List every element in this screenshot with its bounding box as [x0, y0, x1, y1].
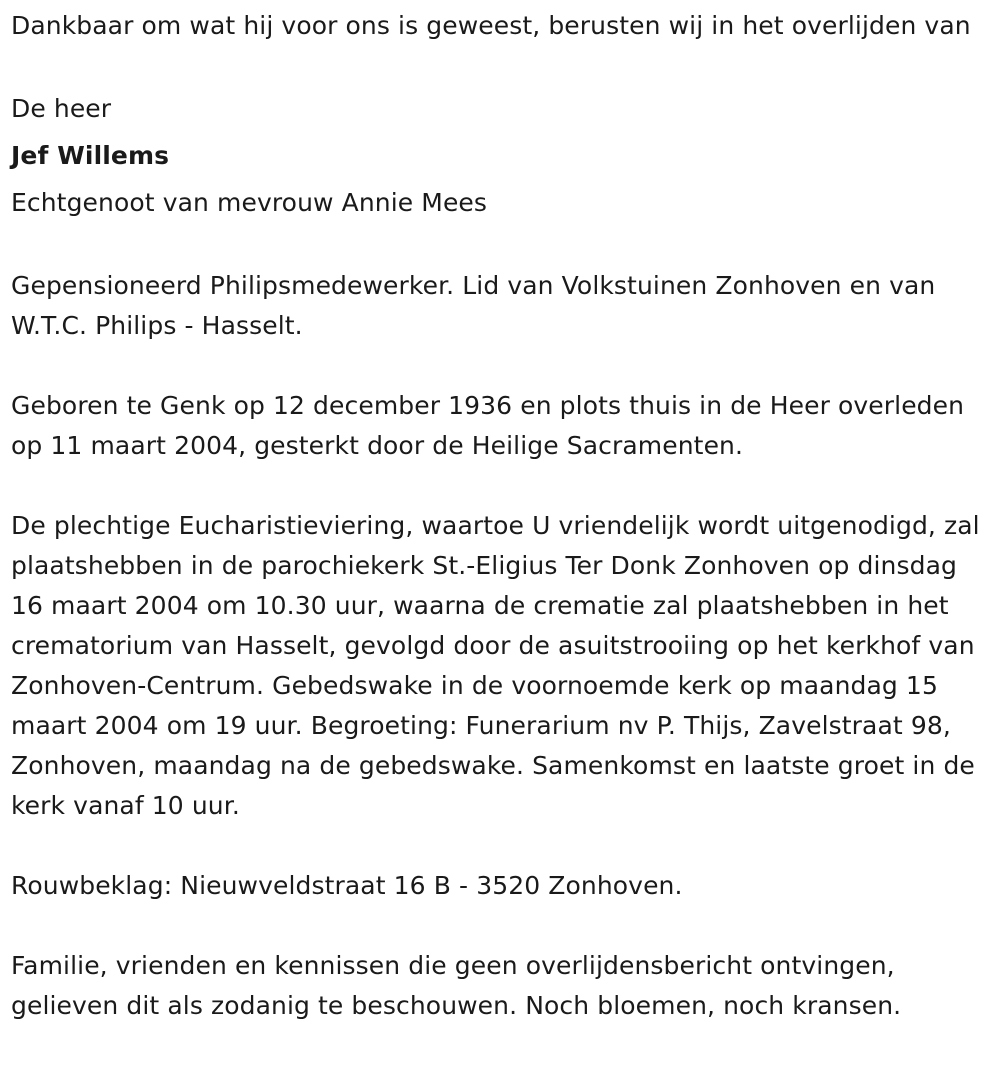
spacer [11, 346, 990, 386]
spacer [11, 227, 990, 266]
intro-paragraph: Dankbaar om wat hij voor ons is geweest, berusten wij in het overlijden van [11, 11, 971, 40]
condolences-paragraph: Rouwbeklag: Nieuwveldstraat 16 B - 3520 Zonhoven. [11, 871, 683, 900]
deceased-name: Jef Willems [11, 141, 170, 170]
salutation: De heer [11, 94, 112, 123]
life-paragraph: Geboren te Genk op 12 december 1936 en plots thuis in de Heer overleden op 11 maart 2004, gesterkt door de Heilige Sacramenten. [11, 391, 965, 460]
spacer [11, 466, 990, 506]
spouse-line: Echtgenoot van mevrouw Annie Mees [11, 188, 488, 217]
ceremony-paragraph: De plechtige Eucharistieviering, waartoe U vriendelijk wordt uitgenodigd, zal plaatshebben in de parochiekerk St.-Eligius Ter Donk Zonhoven op dinsdag 16 maart 2004 om 10.30 uur, waarna de crematie zal plaatshebben in het crematorium van Hasselt, gevolgd door de asuitstrooiing op het kerkhof van Zonhoven-Centrum. Gebedswake in de voornoemde kerk op maandag 15 maart 2004 om 19 uur. Begroeting: Funerarium nv P. Thijs, Zavelstraat 98, Zonhoven, maandag na de gebedswake. Samenkomst en laatste groet in de kerk vanaf 10 uur. [11, 511, 980, 820]
spacer [11, 906, 990, 946]
career-paragraph: Gepensioneerd Philipsmedewerker. Lid van Volkstuinen Zonhoven en van W.T.C. Philips - Hasselt. [11, 271, 936, 340]
closing-paragraph: Familie, vrienden en kennissen die geen overlijdensbericht ontvingen, gelieven dit als zodanig te beschouwen. Noch bloemen, noch kransen. [11, 951, 902, 1020]
spacer [11, 826, 990, 866]
spacer [11, 46, 990, 86]
